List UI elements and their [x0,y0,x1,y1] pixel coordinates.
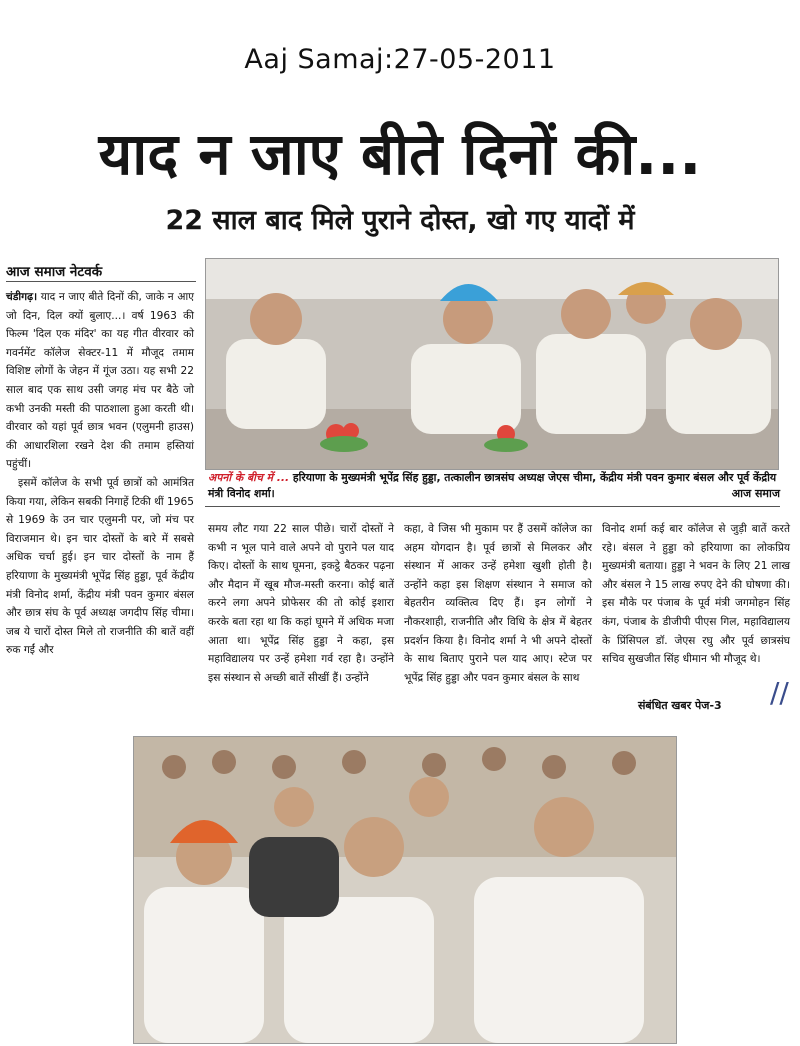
article-column-1 [6,288,194,660]
caption-rule [205,506,780,507]
byline: आज समाज नेटवर्क [6,264,103,280]
subheadline: 22 साल बाद मिले पुराने दोस्त, खो गए यादों में [165,205,635,236]
clipping-edge-mark: // [770,676,789,709]
stage-photo [205,258,779,470]
top-photo-caption [208,470,780,502]
byline-rule [6,281,196,282]
headline: याद न जाए बीते दिनों की... [98,120,702,188]
photo-credit: आज समाज [731,487,780,500]
related-story-link: संबंधित खबर पेज-3 [638,699,722,712]
audience-photo-illustration [134,737,676,1043]
caption-text: हरियाणा के मुख्यमंत्री भूपेंद्र सिंह हुड्डा, तत्कालीन छात्रसंघ अध्यक्ष जेएस चीमा, केंद्रीय मंत्री पवन कुमार बंसल और पूर्व केंद्रीय मंत्री विनोद शर्मा। [208,471,777,500]
audience-photo [133,736,677,1044]
dateline: चंडीगढ़। [6,291,38,303]
stage-photo-illustration [206,259,778,469]
column2-text: समय लौट गया 22 साल पीछे। चारों दोस्तों ने कभी न भूल पाने वाले अपने वो पुराने पल याद किए। दोस्तों के साथ घूमना, इकट्ठे बैठकर पढ़ना और मैदान में खूब मौज-मस्ती करना। कोई बातें करने लगा अपने प्रोफेसर की तो कोई इशारा करके बता रहा था कि कहां घूमने में अधिक मजा आता था। भूपेंद्र सिंह हुड्डा ने कहा, इस महाविद्यालय पर उन्हें हमेशा गर्व रहा है। उन्होंने इस संस्थान से अच्छी बातें सीखीं हैं। उन्होंने [208,523,394,684]
column1-para2: इसमें कॉलेज के सभी पूर्व छात्रों को आमंत्रित किया गया, लेकिन सबकी निगाहें टिकी थीं 1965 से 1969 के उन चार एलुमनी पर, जो मंच पर विराजमान थे। इन चार दोस्तों के बारे में सबसे अधिक चर्चा हुई। इन चार दोस्तों के नाम हैं हरियाणा के मुख्यमंत्री भूपेंद्र सिंह हुड्डा, पूर्व केंद्रीय मंत्री विनोद शर्मा, केंद्रीय मंत्री पवन कुमार बंसल और छात्र संघ के पूर्व अध्यक्ष जगदीप सिंह चीमा। जब ये चारों दोस्त मिले तो राजनीति की बातें वहीं रुक गईं और [6,476,194,657]
column3-text: कहा, वे जिस भी मुकाम पर हैं उसमें कॉलेज का अहम योगदान है। पूर्व छात्रों से मिलकर और संस्थान में आकर उन्हें हमेशा खुशी होती है। उन्होंने कहा इस शिक्षण संस्थान ने समाज को बेहतरीन व्यक्तित्व दिए हैं। इन लोगों ने नौकरशाही, राजनीति और विधि के क्षेत्र में बेहतर प्रदर्शन किया है। विनोद शर्मा ने भी अपने दोस्तों के साथ बिताए पुराने पल याद आए। स्टेज पर भूपेंद्र सिंह हुड्डा और पवन कुमार बंसल के साथ [404,523,592,684]
source-caption: Aaj Samaj:27-05-2011 [244,44,556,75]
column1-para1: याद न जाए बीते दिनों की, जाके न आए जो दिन, दिल क्यों बुलाए...। वर्ष 1963 की फिल्म 'दिल एक मंदिर' का यह गीत वीरवार को गवर्नमेंट कॉलेज सेक्टर-11 में मौजूद तमाम विशिष्ट लोगों के जेहन में गूंज उठा। यह सभी 22 साल बाद एक साथ उसी जगह मंच पर बैठे जो कभी उनकी मस्ती की पाठशाला हुआ करती थी। वीरवार को यहां पूर्व छात्र भवन (एलुमनी हाउस) की आधारशिला रखने देश की तमाम हस्तियां पहुंचीं। [6,291,195,471]
article-column-3 [404,520,592,687]
caption-lead: अपनों के बीच में ... [208,471,290,484]
column4-text: विनोद शर्मा कई बार कॉलेज से जुड़ी बातें करते रहे। बंसल ने हुड्डा को हरियाणा का लोकप्रिय मुख्यमंत्री बताया। हुड्डा ने भवन के लिए 21 लाख और बंसल ने 15 लाख रुपए देने की घोषणा की। इस मौके पर पंजाब के पूर्व मंत्री जगमोहन सिंह कंग, पंजाब के डीजीपी पीएस गिल, महाविद्यालय के प्रिंसिपल डॉ. जेएस रघु और पूर्व छात्रसंघ सचिव सुखजीत सिंह धीमान भी मौजूद थे। [602,523,790,666]
article-column-2 [208,520,394,687]
article-column-4 [602,520,790,669]
